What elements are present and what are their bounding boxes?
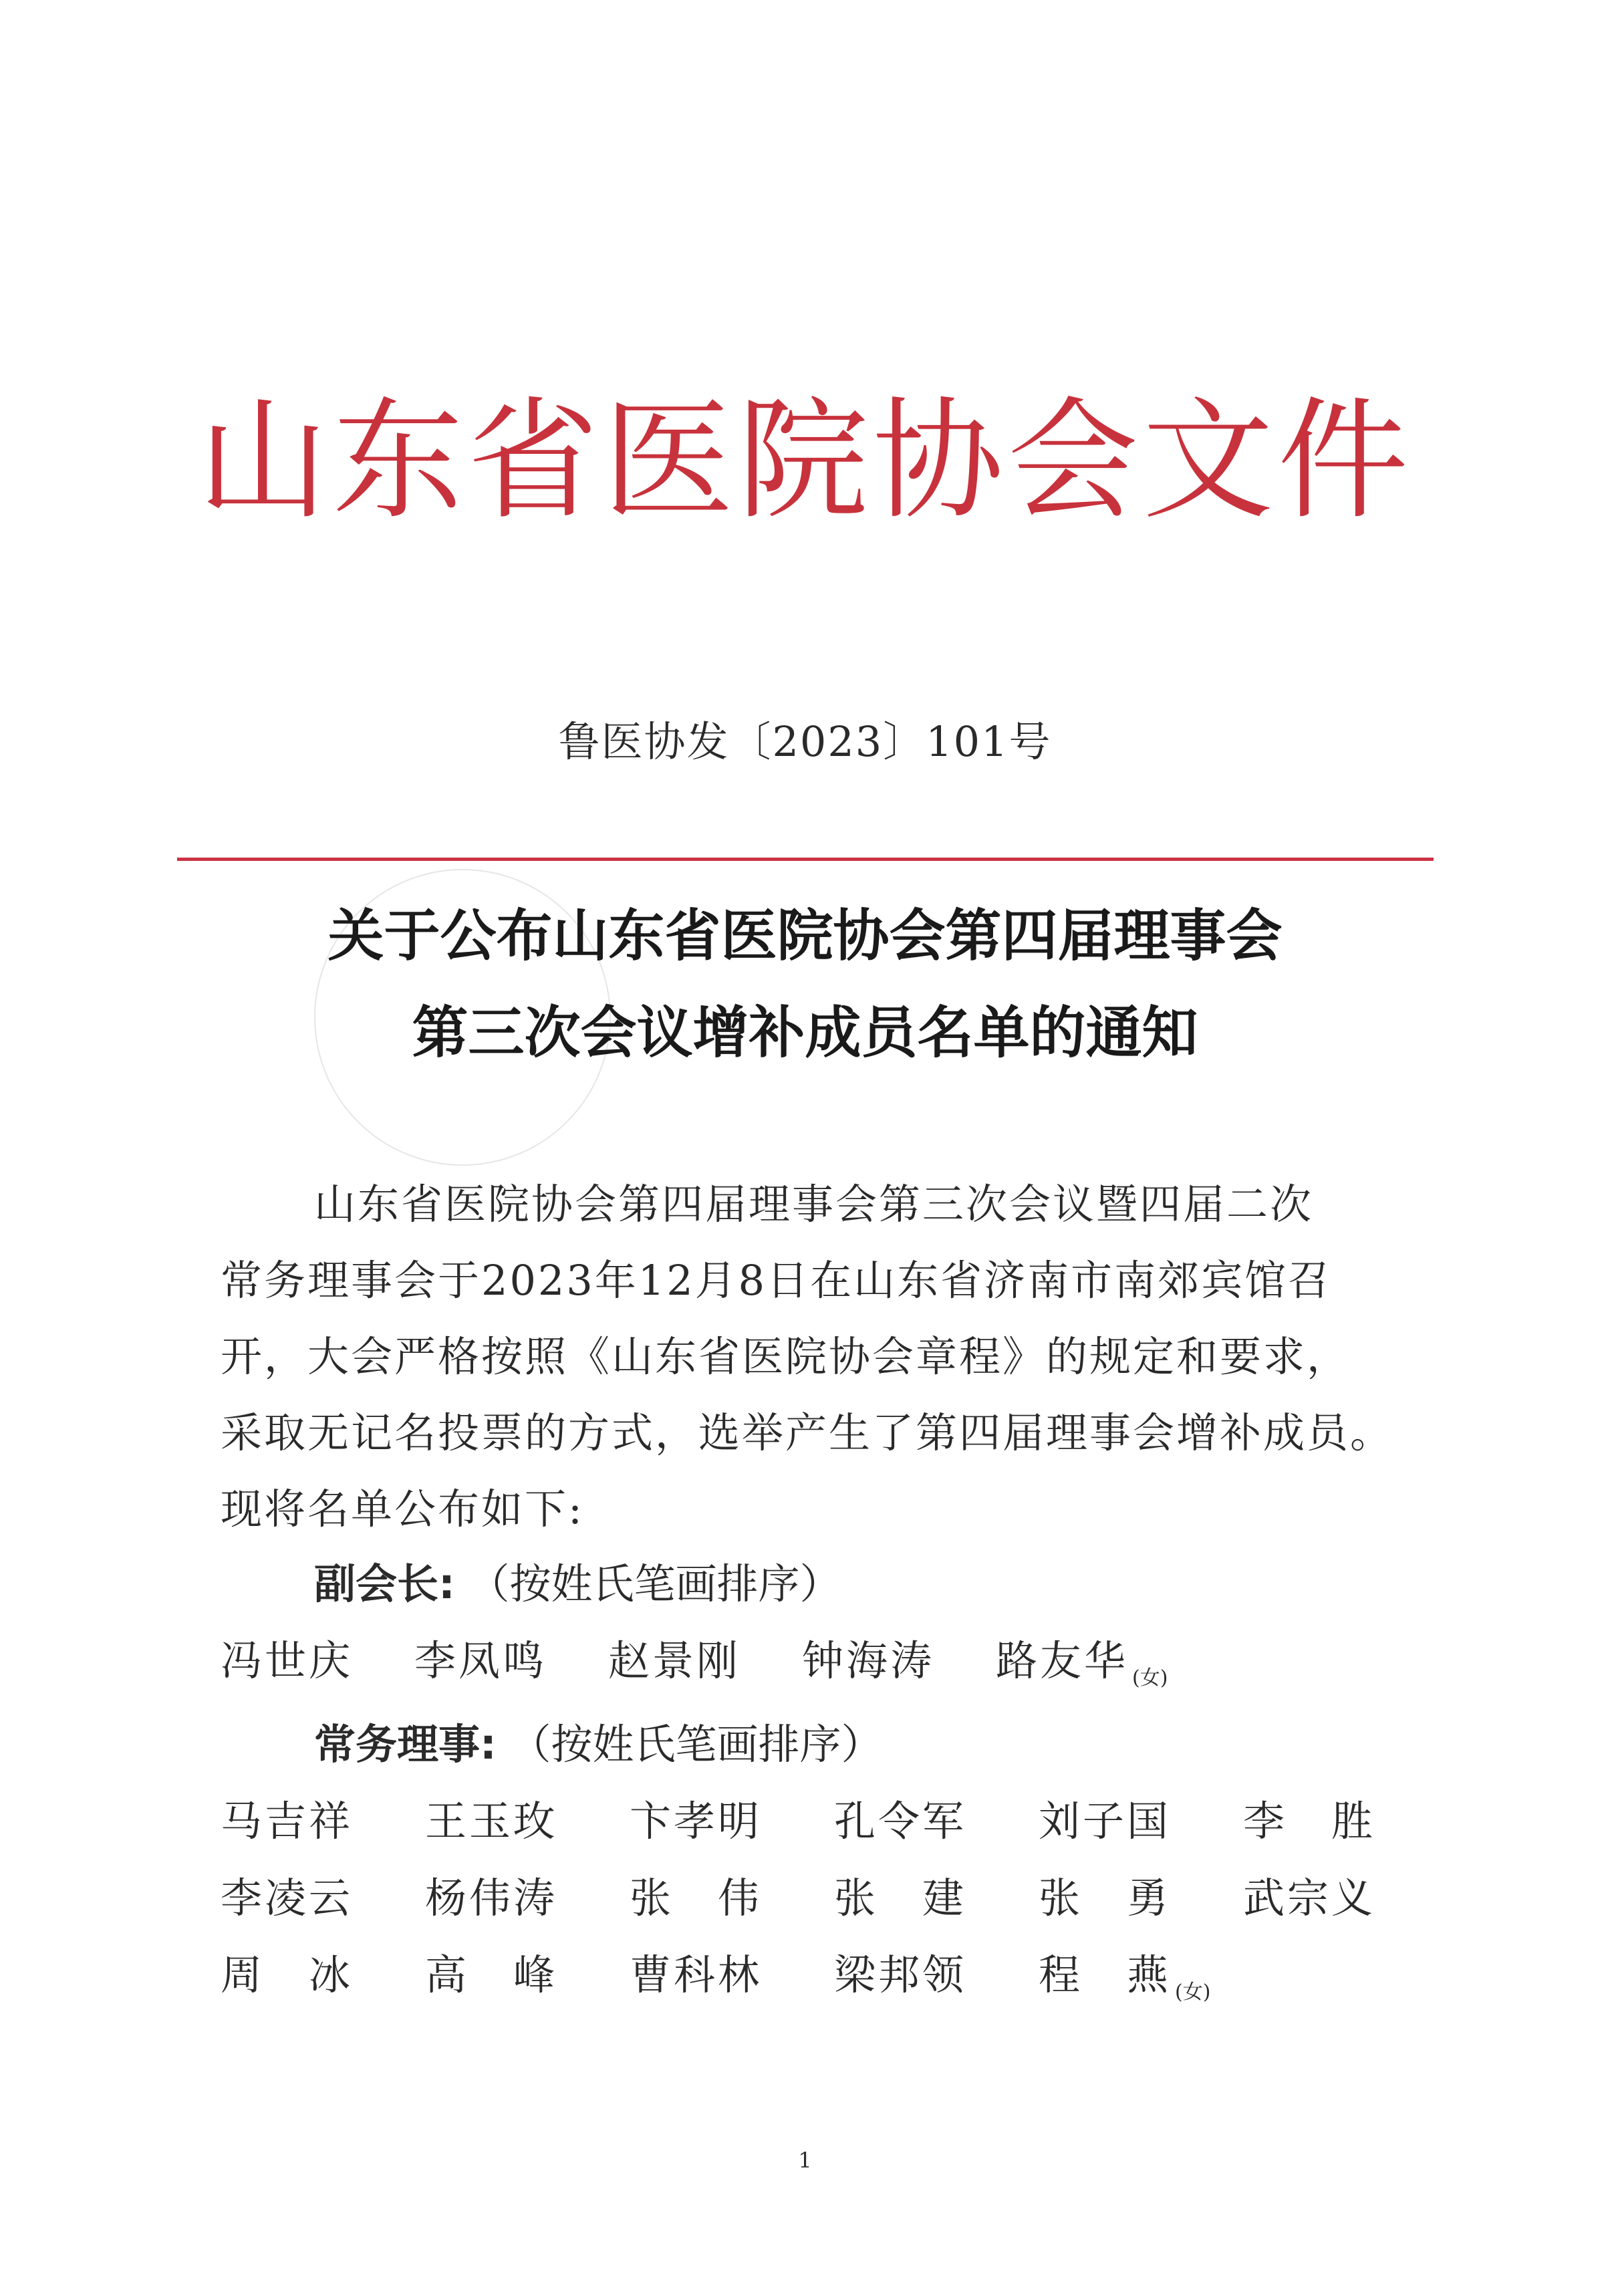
female-tag: (女): [1175, 1980, 1211, 2004]
person-name: 李 胜: [1243, 1796, 1376, 1845]
name-row: [221, 1631, 1190, 1708]
person-name: 张 勇: [1039, 1873, 1172, 1922]
body-line: 开，大会严格按照《山东省医院协会章程》的规定和要求，: [221, 1332, 1351, 1381]
person-name: 刘子国: [1039, 1796, 1172, 1845]
red-divider: [177, 858, 1434, 861]
name-row: [221, 1945, 1448, 2022]
person-name: 马吉祥: [221, 1796, 354, 1845]
standing-director-label: 常务理事:: [314, 1720, 497, 1769]
person-name: 曹科林: [630, 1950, 763, 1999]
person-name: 张 伟: [630, 1873, 763, 1922]
person-name: 杨伟涛: [425, 1873, 558, 1922]
sort-note: （按姓氏笔画排序）: [468, 1559, 841, 1608]
person-name: 周 冰: [221, 1950, 354, 1999]
person-name: 钟海涛: [802, 1636, 935, 1685]
vice-president-label: 副会长:: [314, 1559, 455, 1608]
person-name: 高 峰: [425, 1950, 558, 1999]
person-name: 李凤鸣: [414, 1636, 547, 1685]
person-name: 程 燕 $_{(女)}$: [1039, 1950, 1211, 2004]
person-name: 冯世庆: [221, 1636, 354, 1685]
vice-president-list: [221, 1631, 1190, 1708]
person-name: 赵景刚: [608, 1636, 741, 1685]
masthead-title: 山东省医院协会文件: [197, 385, 1413, 537]
female-tag: (女): [1132, 1666, 1168, 1690]
notice-body: [221, 1166, 1410, 1547]
person-name: 梁邦领: [834, 1950, 967, 1999]
name-row: [221, 1868, 1448, 1945]
body-line: 常务理事会于2023年12月8日在山东省济南市南郊宾馆召: [221, 1256, 1332, 1305]
body-line: 现将名单公布如下:: [221, 1485, 584, 1533]
standing-director-list: [221, 1791, 1448, 2022]
person-name: 王玉玫: [425, 1796, 558, 1845]
person-name: 张 建: [834, 1873, 967, 1922]
document-number: 鲁医协发〔2023〕101号: [558, 717, 1052, 766]
page-number: 1: [798, 2148, 812, 2173]
person-name: 武宗义: [1243, 1873, 1376, 1922]
body-line: 山东省医院协会第四届理事会第三次会议暨四届二次: [314, 1180, 1314, 1229]
name-row: [221, 1791, 1448, 1868]
sort-note: （按姓氏笔画排序）: [509, 1720, 883, 1769]
person-name: 孔令军: [834, 1796, 967, 1845]
notice-title-line-2: 第三次会议增补成员名单的通知: [412, 1000, 1198, 1065]
person-name: 李凌云: [221, 1873, 354, 1922]
vice-president-heading: [314, 1551, 841, 1618]
person-name: 路友华 $_{(女)}$: [996, 1636, 1168, 1690]
notice-title-line-1: 关于公布山东省医院协会第四届理事会: [327, 903, 1283, 969]
body-line: 采取无记名投票的方式，选举产生了第四届理事会增补成员。: [221, 1408, 1394, 1457]
standing-director-heading: [314, 1711, 883, 1778]
person-name: 卞孝明: [630, 1796, 763, 1845]
